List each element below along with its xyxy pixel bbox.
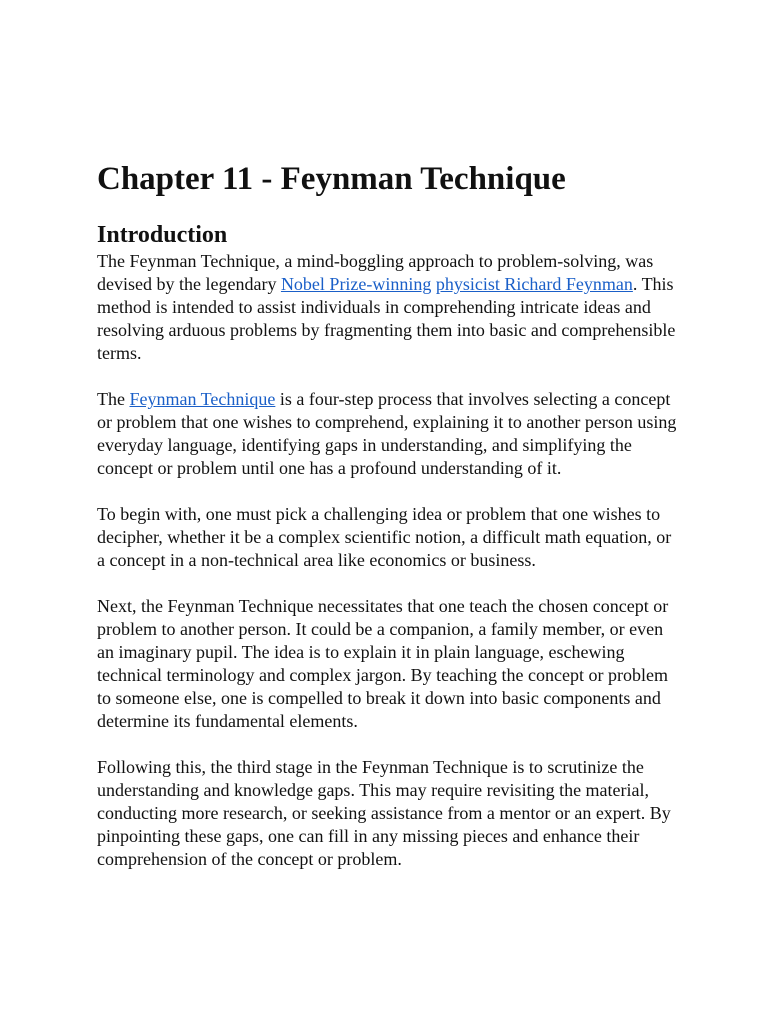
paragraph-2-text-end: is a four-step process that involves selecting a concept or problem that one wishes to comprehend, explaining it to another person using everyday language, identifying gaps in understanding, and simplifying the concept or problem until one has a profound understanding of it. [97, 389, 677, 478]
feynman-technique-link[interactable]: Feynman Technique [129, 389, 276, 409]
paragraph-3: To begin with, one must pick a challenging idea or problem that one wishes to decipher, whether it be a complex scientific notion, a difficult math equation, or a concept in a non-technical area like economics or business. [97, 504, 672, 570]
paragraph-2-text-start: The [97, 389, 130, 409]
paragraph-2 [97, 388, 677, 480]
section-heading-introduction: Introduction [97, 222, 228, 248]
paragraph-1-text-end: . This method is intended to assist individuals in comprehending intricate ideas and resolving arduous problems by fragmenting them into basic and comprehensible terms. [97, 274, 676, 363]
document-page [97, 158, 677, 894]
chapter-title: Chapter 11 - Feynman Technique [97, 161, 566, 197]
paragraph-1 [97, 250, 677, 365]
nobel-prize-link[interactable]: Nobel Prize-winning [280, 274, 432, 294]
paragraph-1-text-start: The Feynman Technique, a mind-boggling approach to problem-solving, was devised by the legendary [97, 251, 654, 294]
paragraph-4: Next, the Feynman Technique necessitates that one teach the chosen concept or problem to another person. It could be a companion, a family member, or even an imaginary pupil. The idea is to explain it in plain language, eschewing technical terminology and complex jargon. By teaching the concept or problem to someone else, one is compelled to break it down into basic components and determine its fundamental elements. [97, 596, 669, 731]
paragraph-5: Following this, the third stage in the Feynman Technique is to scrutinize the understanding and knowledge gaps. This may require revisiting the material, conducting more research, or seeking assistance from a mentor or an expert. By pinpointing these gaps, one can fill in any missing pieces and enhance their comprehension of the concept or problem. [97, 757, 671, 869]
physicist-richard-feynman-link[interactable]: physicist Richard Feynman [435, 274, 633, 294]
